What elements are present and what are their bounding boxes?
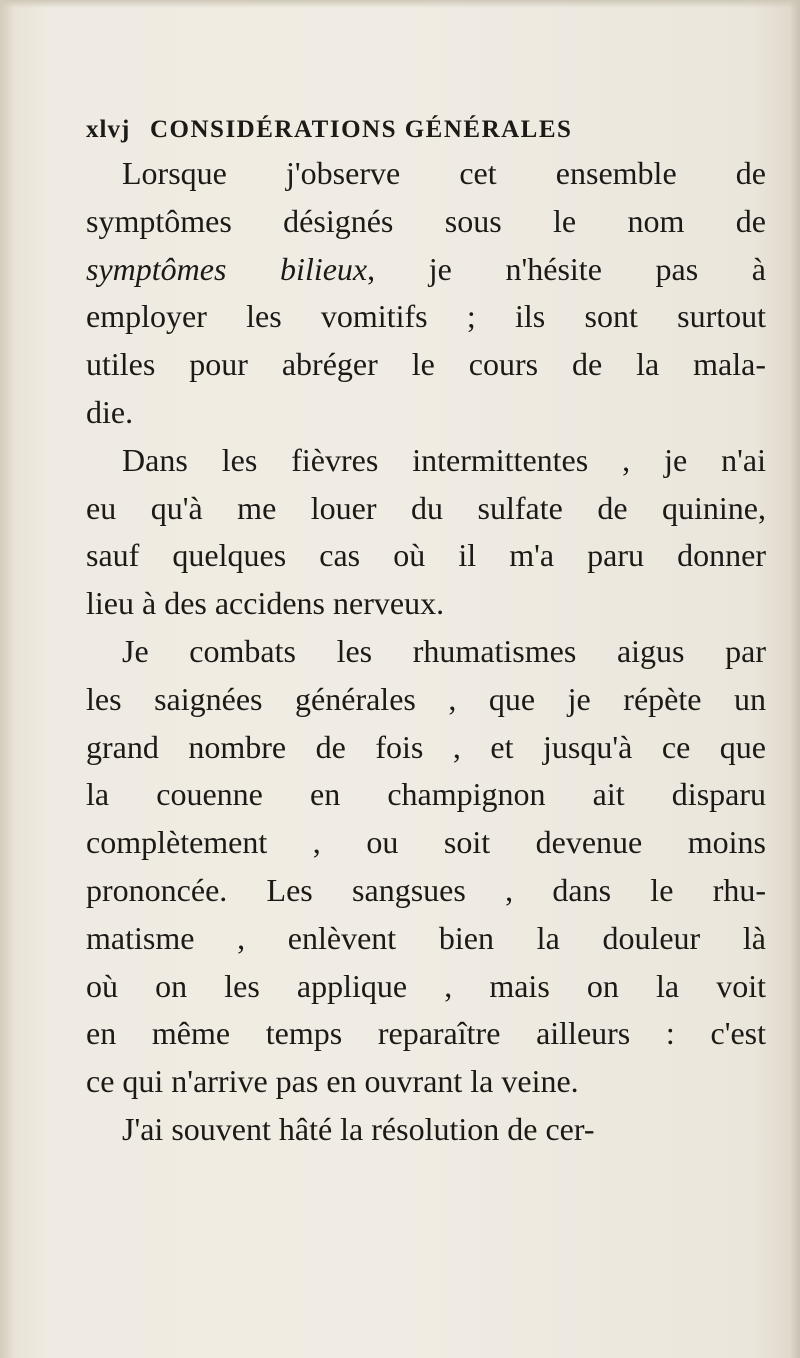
text-line [86, 246, 766, 294]
text-line: utiles pour abréger le cours de la mala- [86, 346, 766, 383]
page-gutter-shadow [0, 0, 14, 1358]
text-line: complètement , ou soit devenue moins [86, 824, 766, 861]
text-line: sauf quelques cas où il m'a paru donner [86, 537, 766, 574]
page-edge-shadow [790, 0, 800, 1358]
text-line: ce qui n'arrive pas en ouvrant la veine. [86, 1063, 579, 1100]
text-line: eu qu'à me louer du sulfate de quinine, [86, 489, 766, 526]
text-line: Lorsque j'observe cet ensemble de [122, 155, 766, 191]
text-line: grand nombre de fois , et jusqu'à ce que [86, 728, 766, 765]
running-head-title: CONSIDÉRATIONS GÉNÉRALES [150, 116, 573, 143]
text-line: die. [86, 393, 134, 430]
italic-term: symptômes bilieux [86, 250, 368, 287]
text-line: en même temps reparaître ailleurs : c'est [86, 1015, 766, 1052]
text-line: Dans les fièvres intermittentes , je n'ai [122, 441, 766, 478]
text-line: employer les vomitifs ; ils sont surtout [86, 298, 766, 335]
body-text [86, 150, 766, 1154]
running-head [86, 116, 766, 152]
text-line: prononcée. Les sangsues , dans le rhu- [86, 871, 766, 908]
text-line: Je combats les rhumatismes aigus par [122, 632, 766, 669]
text-line: matisme , enlèvent bien la douleur là [86, 919, 766, 956]
text-line: lieu à des accidens nerveux. [86, 585, 445, 622]
page-top-shadow [0, 0, 800, 8]
text-line: J'ai souvent hâté la résolution de cer- [122, 1110, 595, 1147]
text-line: les saignées générales , que je répète un [86, 680, 766, 717]
text-line: la couenne en champignon ait disparu [86, 776, 766, 813]
text-line-rest: , je n'hésite pas à [367, 250, 767, 287]
text-line: où on les applique , mais on la voit [86, 967, 766, 1004]
text-line: symptômes désignés sous le nom de [86, 202, 766, 239]
page-number: xlvj [86, 116, 131, 143]
